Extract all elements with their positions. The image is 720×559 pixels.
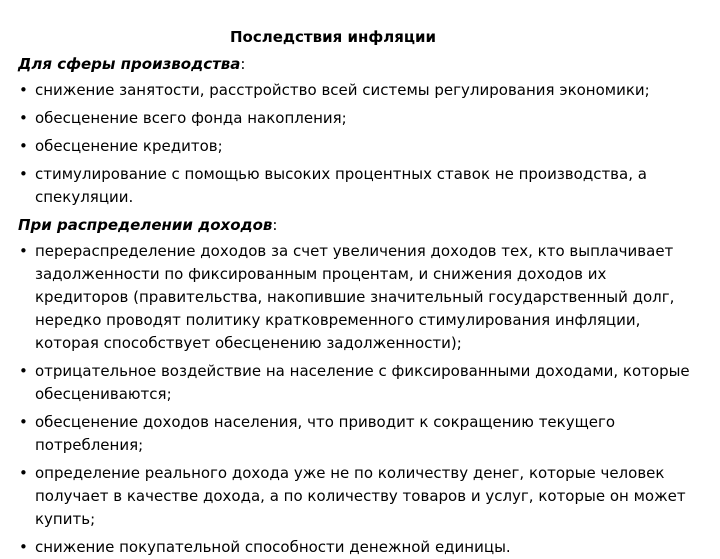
- bullet-icon: •: [19, 81, 28, 99]
- list-item-text: снижение покупательной способности денежной единицы.: [35, 538, 511, 556]
- section-heading: [18, 214, 704, 236]
- list-item-text: отрицательное воздействие на население с фиксированными доходами, которые обесцениваются;: [35, 362, 690, 403]
- list-item-text: снижение занятости, расстройство всей системы регулирования экономики;: [35, 81, 650, 99]
- list-item-text: перераспределение доходов за счет увеличения доходов тех, кто выплачивает задолженности по фиксированным процентам, и снижения доходов их кредиторов (правительства, накопившие значительный государственный долг, нередко проводят политику кратковременного стимулирования инфляции, которая способствует обесценению задолженности);: [35, 242, 675, 352]
- list-item: [18, 411, 704, 457]
- bullet-icon: •: [19, 109, 28, 127]
- section-heading-text: Для сферы производства: [18, 55, 241, 73]
- list-item-text: обесценение кредитов;: [35, 137, 223, 155]
- list-item-text: стимулирование с помощью высоких процентных ставок не производства, а спекуляции.: [35, 165, 647, 206]
- bullet-icon: •: [19, 413, 28, 431]
- slide-title: Последствия инфляции: [230, 28, 436, 46]
- list-item-text: определение реального дохода уже не по количеству денег, которые человек получает в качестве дохода, а по количеству товаров и услуг, которые он может купить;: [35, 464, 686, 528]
- bullet-icon: •: [19, 464, 28, 482]
- section-heading-text: При распределении доходов: [18, 216, 273, 234]
- bullet-icon: •: [19, 362, 28, 380]
- list-item: [18, 462, 704, 531]
- section-income-distribution: [18, 214, 704, 559]
- bullet-icon: •: [19, 538, 28, 556]
- list-item: [18, 163, 704, 209]
- bullet-icon: •: [19, 242, 28, 260]
- bullet-list: [18, 240, 704, 559]
- bullet-icon: •: [19, 137, 28, 155]
- section-heading: [18, 53, 704, 75]
- bullet-icon: •: [19, 165, 28, 183]
- list-item: [18, 360, 704, 406]
- list-item: [18, 536, 704, 559]
- section-heading-suffix: :: [240, 55, 246, 73]
- list-item: [18, 107, 704, 130]
- list-item-text: обесценение доходов населения, что приводит к сокращению текущего потребления;: [35, 413, 616, 454]
- list-item: [18, 135, 704, 158]
- section-heading-suffix: :: [272, 216, 278, 234]
- list-item: [18, 79, 704, 102]
- section-production: [18, 53, 704, 209]
- list-item: [18, 240, 704, 355]
- bullet-list: [18, 79, 704, 209]
- list-item-text: обесценение всего фонда накопления;: [35, 109, 347, 127]
